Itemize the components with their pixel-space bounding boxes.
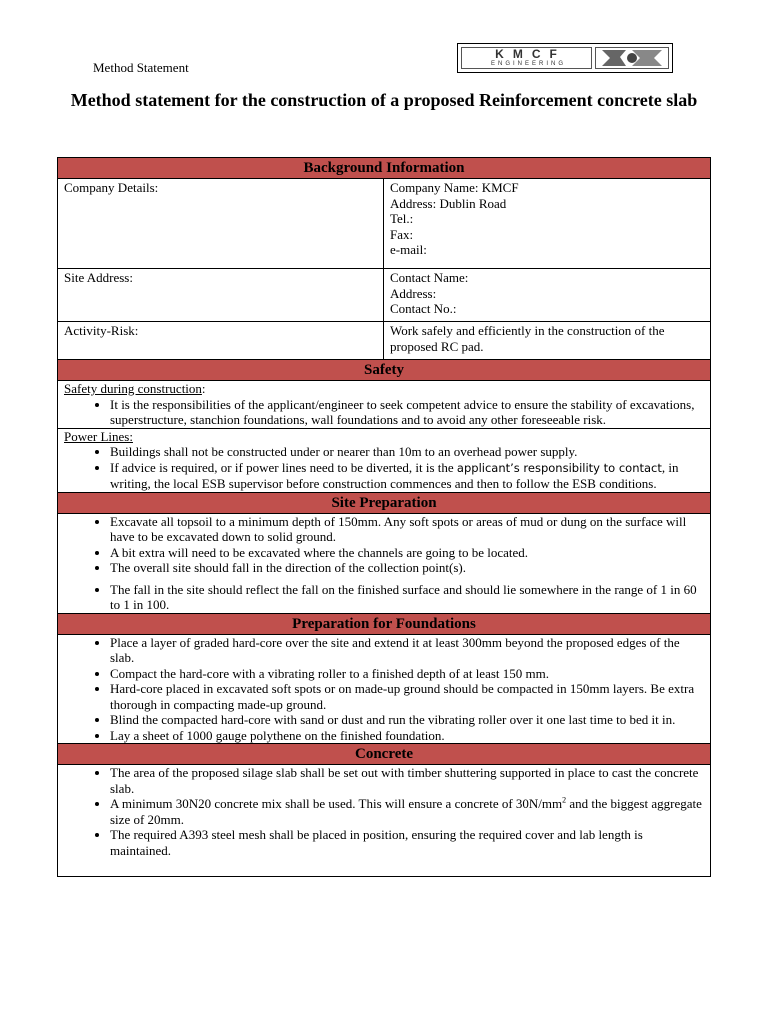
list-item: • It is the responsibilities of the applicant/engineer to seek competent advice to ensure the stability of excavations, superstructure, stanchion foundations, wall foundations and to avoid any other foreseeable risk. [110, 397, 704, 428]
safety-construction-block [58, 381, 710, 429]
list-item: • The fall in the site should reflect the fall on the finished surface and should lie somewhere in the range of 1 in 60 to 1 in 100. [110, 582, 704, 613]
company-details-value [384, 179, 710, 268]
power-lines-block [58, 429, 710, 493]
logo-wordmark [461, 47, 592, 69]
list-item [110, 796, 704, 827]
list-item: • Hard-core placed in excavated soft spots or on made-up ground should be compacted in 150mm layers. Be extra thorough in compacting made-up ground. [110, 681, 704, 712]
power-lines-list [64, 444, 704, 492]
company-email: e-mail: [390, 242, 427, 257]
contact-address: Address: [390, 285, 437, 301]
list-item: • The overall site should fall in the direction of the collection point(s). [110, 560, 704, 576]
company-address: Address: Dublin Road [390, 195, 507, 211]
section-header-safety: Safety [58, 360, 710, 381]
power-item-text-a: If advice is required, or if power lines need to be diverted, it is the [110, 459, 457, 475]
power-lines-heading: Power Lines: [64, 428, 133, 444]
row-site-address [58, 269, 710, 322]
list-item: • The required A393 steel mesh shall be placed in position, ensuring the required cover and lab length is maintained. [110, 827, 704, 858]
site-address-label: Site Address: [58, 269, 384, 321]
site-preparation-block [58, 514, 710, 614]
company-logo [457, 43, 673, 73]
activity-risk-label: Activity-Risk: [58, 322, 384, 359]
foundations-list [64, 635, 704, 744]
activity-risk-value: Work safely and efficiently in the construction of the proposed RC pad. [390, 323, 665, 354]
company-details-label: Company Details: [58, 179, 384, 268]
site-preparation-list [64, 514, 704, 613]
concrete-list [64, 765, 704, 858]
list-item [110, 460, 704, 492]
safety-construction-heading [64, 381, 704, 397]
concrete-item-text-a: A minimum 30N20 concrete mix shall be used. This will ensure a concrete of 30N/mm [110, 796, 563, 811]
superscript-2: 2 [562, 795, 567, 805]
site-address-value [384, 269, 710, 321]
list-item: • Lay a sheet of 1000 gauge polythene on the finished foundation. [110, 728, 704, 744]
method-statement-table [57, 157, 711, 877]
list-item: • Place a layer of graded hard-core over the site and extend it at least 300mm beyond the proposed edges of the slab. [110, 635, 704, 666]
section-header-site-preparation: Site Preparation [58, 493, 710, 514]
concrete-block [58, 765, 710, 876]
list-item: • Excavate all topsoil to a minimum depth of 150mm. Any soft spots or areas of mud or dung on the surface will have to be excavated down to solid ground. [110, 514, 704, 545]
contact-name: Contact Name: [390, 270, 469, 285]
row-company-details [58, 179, 710, 269]
list-item: • The area of the proposed silage slab shall be set out with timber shuttering supported in place to cast the concrete slab. [110, 765, 704, 796]
concrete-item-text-b: and the biggest aggregate size of 20mm. [110, 796, 702, 827]
list-item: • Compact the hard-core with a vibrating roller to a finished depth of at least 150 mm. [110, 666, 704, 682]
row-activity-risk [58, 322, 710, 360]
safety-construction-list [64, 397, 704, 428]
list-item: • Buildings shall not be constructed under or nearer than 10m to an overhead power supply. [110, 444, 704, 460]
safety-construction-colon: : [201, 381, 206, 396]
section-header-background: Background Information [58, 158, 710, 179]
company-tel: Tel.: [390, 211, 414, 226]
logo-sub-text: ENGINEERING [490, 61, 566, 67]
company-name: Company Name: KMCF [390, 180, 519, 195]
document-header-label: Method Statement [93, 60, 189, 75]
logo-emblem-icon [595, 47, 669, 69]
safety-construction-label: Safety during construction [64, 381, 202, 396]
list-item: • A bit extra will need to be excavated where the channels are going to be located. [110, 545, 704, 561]
foundations-block [58, 635, 710, 745]
company-fax: Fax: [390, 226, 414, 242]
logo-main-text: KMCF [495, 47, 566, 61]
section-header-foundations: Preparation for Foundations [58, 614, 710, 635]
document-title: Method statement for the construction of a proposed Reinforcement concrete slab [70, 90, 698, 110]
power-item-text-c: , in writing, the local ESB supervisor before construction commences and then to follow the ESB conditions. [110, 459, 679, 491]
power-item-text-b: applicant’s responsibility to contact [456, 460, 662, 475]
section-header-concrete: Concrete [58, 744, 710, 765]
contact-number: Contact No.: [390, 301, 457, 316]
list-item: • Blind the compacted hard-core with sand or dust and run the vibrating roller over it one last time to bed it in. [110, 712, 704, 728]
